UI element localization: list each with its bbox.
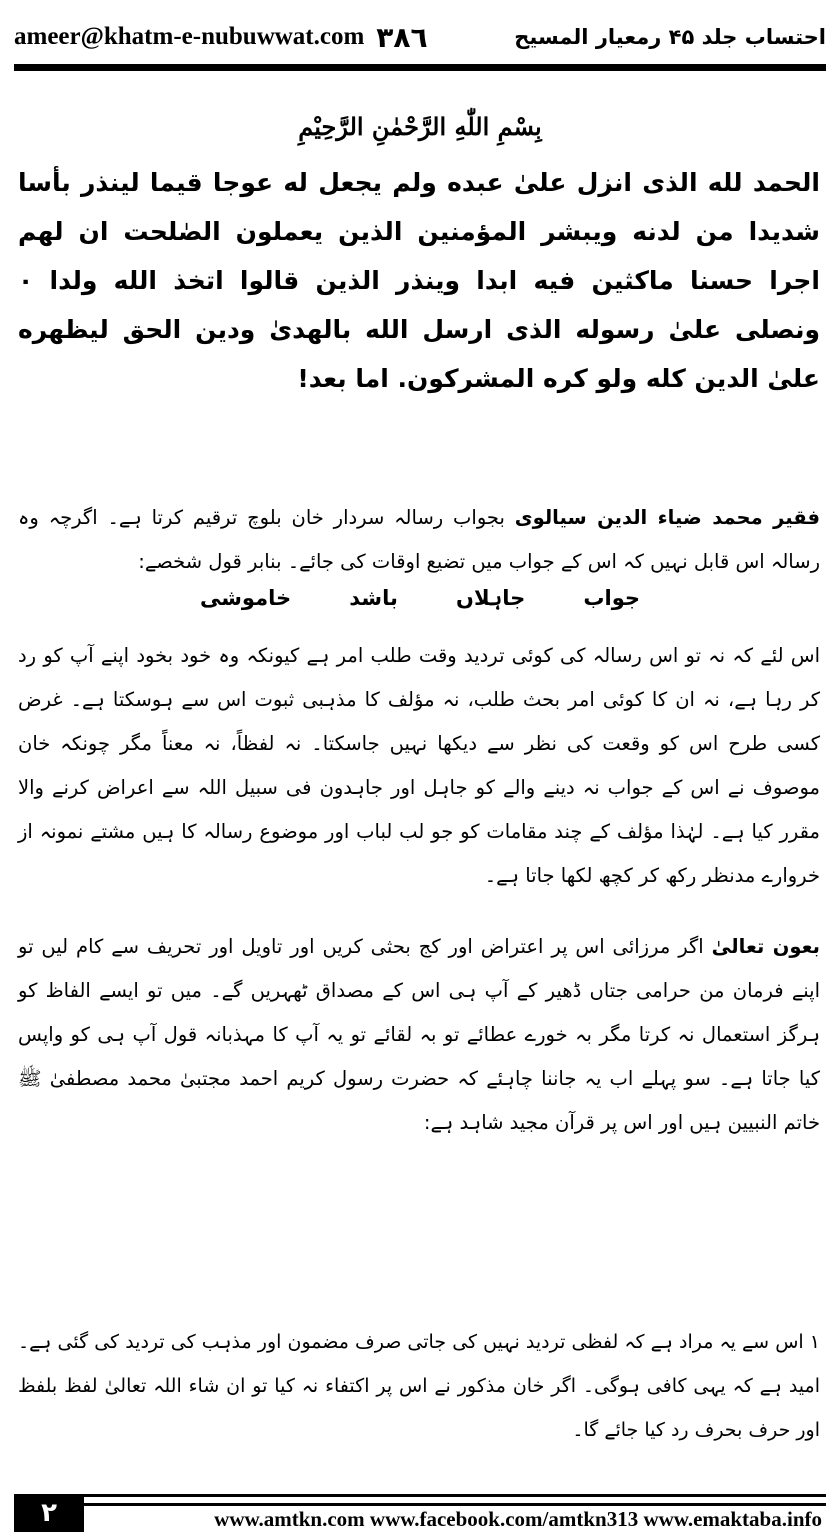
basmala: بِسْمِ اللّٰهِ الرَّحْمٰنِ الرَّحِيْمِ (298, 112, 542, 141)
paragraph-1 (18, 496, 820, 584)
footer-links-block (84, 1494, 826, 1532)
poem-word: خاموشی (200, 586, 292, 610)
paragraph-2: اس لئے کہ نہ تو اس رسالہ کی کوئی تردید وقت طلب امر ہے کیونکہ وہ خود بخود اپنے آپ کو رد کر رہا ہے، نہ ان کا کوئی امر بحث طلب، نہ مؤلف کا مذہبی ثبوت اس سے ہوسکتا ہے۔ غرض کسی طرح اس کو وقعت کی نظر سے دیکھا نہیں جاسکتا۔ نہ لفظاً، نہ معناً مگر چونکہ خان موصوف نے اس کے جواب نہ دینے والے کو جاہل اور جاہدون فی سبیل اللہ سے اعراض کرنے والا مقرر کیا ہے۔ لہٰذا مؤلف کے چند مقامات کو جو لب لباب اور موضوع رسالہ کا ہیں مشتے نمونہ از خروارے مدنظر رکھ کر کچھ لکھا جاتا ہے۔ (18, 644, 820, 887)
page-footer (14, 1494, 826, 1532)
header-rule (14, 64, 826, 71)
paragraph-1-lead: فقیر محمد ضیاء الدین سیالوی (514, 506, 821, 529)
page-number: ٣٨٦ (376, 20, 428, 54)
poem-word: جواب (583, 586, 640, 610)
footnote: ۱ اس سے یہ مراد ہے کہ لفظی تردید نہیں کی جاتی صرف مضمون اور مذہب کی تردید کی گئی ہے۔ امید ہے کہ یہی کافی ہوگی۔ اگر خان مذکور نے اس پر اکتفاء نہ کیا تو ان شاء اللہ تعالیٰ لفظ بلفظ اور حرف بحرف رد کیا جائے گا۔ (18, 1331, 820, 1441)
footer-rule (84, 1494, 826, 1506)
running-title: احتساب جلد ۴۵ رمعیار المسیح (514, 25, 826, 49)
paragraph-3-text: اگر مرزائی اس پر اعتراض اور کج بحثی کریں اور تاویل اور تحریف سے کام لیں تو اپنے فرمان من حرامی جتاں ڈھیر کے آپ ہی اس کے مصداق ٹھہریں گے۔ میں تو ایسے الفاظ کو ہرگز استعمال نہ کرتا مگر بہ خورے عطائے تو بہ لقائے تو یہ آپ کا مہذبانہ قول آپ ہی کو واپس کیا جاتا ہے۔ سو پہلے اب یہ جاننا چاہئے کہ حضرت رسول کریم احمد مجتبیٰ محمد مصطفیٰ ﷺ خاتم النبیین ہیں اور اس پر قرآن مجید شاہد ہے: (18, 935, 820, 1134)
header-left (14, 21, 428, 54)
poem-word: باشد (349, 586, 398, 610)
footer-page-badge: ۲ (14, 1494, 84, 1532)
paragraph-3 (18, 925, 820, 1145)
page-header (14, 14, 826, 60)
header-email: ameer@khatm-e-nubuwwat.com (14, 23, 365, 50)
paragraph-1-text: بجواب رسالہ سردار خان بلوچ ترقیم کرتا ہے۔ اگرچہ وہ رسالہ اس قابل نہیں کہ اس کے جواب میں تضیع اوقات کی جائے۔ بنابر قول شخصے: (18, 506, 820, 573)
poem-word: جاہلاں (456, 586, 526, 610)
poem-line (200, 586, 640, 610)
paragraph-3-lead: بعون تعالیٰ (711, 935, 820, 958)
arabic-intro: الحمد لله الذى انزل علىٰ عبده ولم يجعل له عوجا قيما لينذر بأسا شديدا من لدنه ويبشر المؤمنين الذين يعملون الصٰلحت ان لهم اجرا حسنا ماكثين فيه ابدا وينذر الذين قالوا اتخذ الله ولدا ۰ ونصلى علىٰ رسوله الذى ارسل الله بالهدىٰ ودين الحق ليظهره علىٰ الدين كله ولو كره المشركون. اما بعد! (18, 168, 820, 393)
footer-links[interactable]: www.amtkn.com www.facebook.com/amtkn313 www.emaktaba.info (214, 1507, 822, 1531)
